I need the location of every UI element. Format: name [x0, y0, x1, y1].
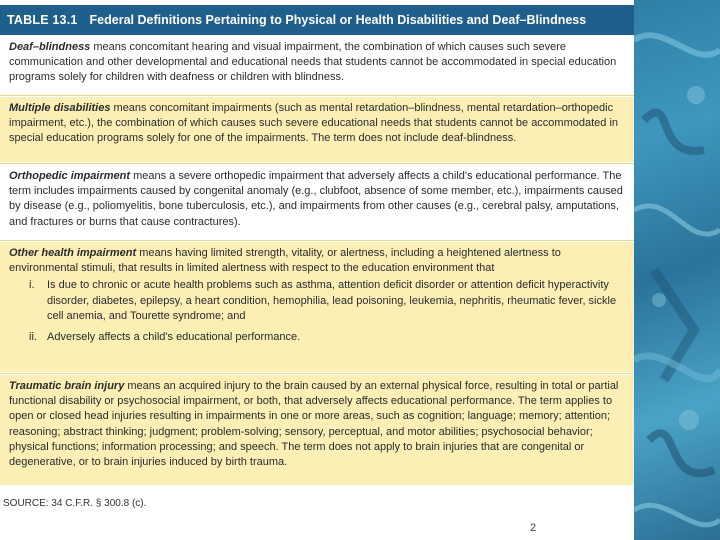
source-citation: SOURCE: 34 C.F.R. § 300.8 (c). [3, 498, 147, 509]
list-item [9, 330, 625, 345]
definition-row-orthopedic-impairment [0, 165, 634, 239]
definition-term: Orthopedic impairment [9, 170, 131, 182]
definition-term: Other health impairment [9, 247, 137, 259]
decorative-pattern-graphic [634, 0, 720, 540]
definition-text: means a severe orthopedic impairment that adversely affects a child's educational performance. The term includes impairments caused by congenital anomaly (e.g., clubfoot, absence of some member, etc.), impairments caused by disease (e.g., poliomyelitis, bone tuberculosis, etc.), and impairments from other causes (e.g., cerebral palsy, amputations, and fractures or burns that cause contractures). [9, 170, 623, 228]
list-item-text: Is due to chronic or acute health problems such as asthma, attention deficit disorder or attention deficit hyperactivity disorder, diabetes, epilepsy, a heart condition, hemophilia, lead poisoning, leukemia, nephritis, rheumatic fever, sickle cell anemia, and Tourette syndrome; and [47, 279, 617, 322]
definition-text: means concomitant hearing and visual impairment, the combination of which causes such severe communication and other developmental and educational needs that students cannot be accommodated in special education programs solely for children with deafness or children with blindness. [9, 41, 617, 84]
row-divider [0, 163, 634, 164]
list-item-number: ii. [29, 331, 37, 344]
definition-text: means concomitant impairments (such as mental retardation–blindness, mental retardation–orthopedic impairment, etc.), the combination of which causes such severe educational needs that students cannot be accommodated in special education programs solely for one of the impairments. The term does not include deaf-blindness. [9, 102, 619, 145]
table-label: TABLE 13.1 [7, 13, 78, 27]
definition-row-deaf-blindness [0, 36, 634, 94]
page-number: 2 [530, 522, 537, 534]
definition-term: Multiple disabilities [9, 102, 111, 114]
definition-term: Traumatic brain injury [9, 380, 125, 392]
list-item-text: Adversely affects a child's educational performance. [47, 331, 301, 344]
definition-text: means an acquired injury to the brain caused by an external physical force, resulting in total or partial functional disability or psychosocial impairment, or both, that adversely affects educational performance. The term applies to open or closed head injuries resulting in impairments in one or more areas, such as cognition; language; memory; attention; reasoning; abstract thinking; judgment; problem-solving; sensory, perceptual, and motor abilities; psychosocial behavior; physical functions; information processing; and speech. The term does not apply to brain injuries that are congenital or degenerative, or to brain injuries induced by birth trauma. [9, 380, 619, 469]
list-item [9, 278, 625, 324]
row-divider [0, 95, 634, 96]
definition-row-traumatic-brain-injury [0, 375, 634, 485]
definition-text: means having limited strength, vitality, or alertness, including a heightened alertness to environmental stimuli, that results in limited alertness with respect to the education environment that [9, 247, 561, 275]
row-divider [0, 240, 634, 241]
decorative-pattern-strip [634, 0, 720, 540]
definition-row-other-health-impairment [0, 242, 634, 372]
definition-row-multiple-disabilities [0, 97, 634, 162]
table-title: Federal Definitions Pertaining to Physical or Health Disabilities and Deaf–Blindness [89, 13, 587, 27]
list-item-number: i. [29, 279, 35, 292]
row-divider [0, 373, 634, 374]
definition-term: Deaf–blindness [9, 41, 91, 53]
table-header [0, 5, 634, 35]
